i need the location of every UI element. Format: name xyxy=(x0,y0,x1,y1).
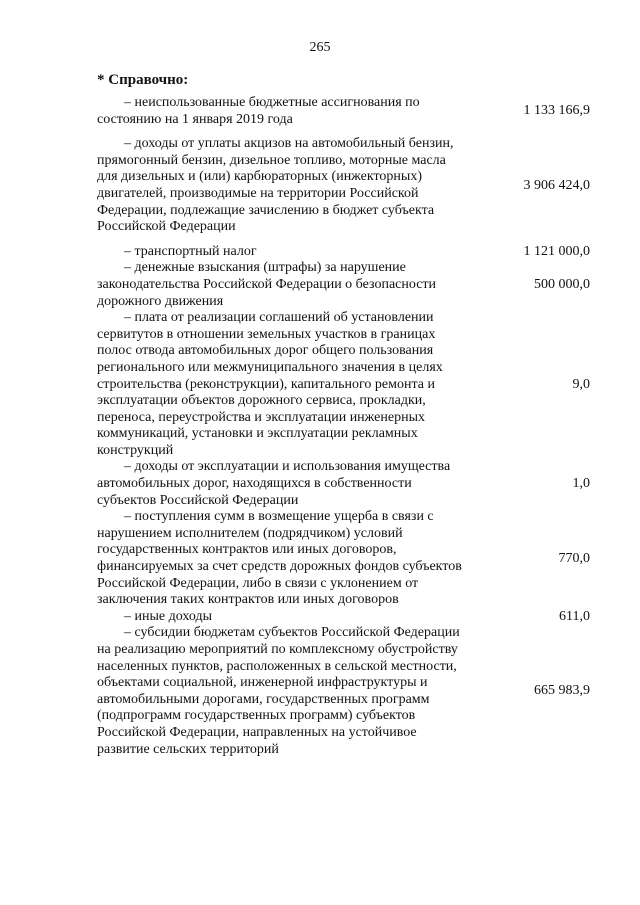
item-value: 665 983,9 xyxy=(534,683,590,699)
item-text: – плата от реализации соглашений об установлении сервитутов в отношении земельных участков в границах полос отвода автомобильных дорог общего пользования регионального или межмуниципального значения в целях строительства (реконструкции), капитального ремонта и эксплуатации объектов дорожного сервиса, прокладки, переноса, переустройства и эксплуатации инженерных коммуникаций, установки и эксплуатации рекламных конструкций xyxy=(97,310,443,458)
item-value: 1 121 000,0 xyxy=(523,243,590,259)
item-value: 770,0 xyxy=(558,550,590,566)
list-item xyxy=(97,310,590,459)
item-text: – неиспользованные бюджетные ассигнования по состоянию на 1 января 2019 года xyxy=(97,95,420,127)
list-item xyxy=(97,609,590,626)
item-text: – иные доходы xyxy=(124,608,212,624)
item-text: – транспортный налог xyxy=(124,243,257,259)
list-item xyxy=(97,260,590,310)
list-item xyxy=(97,95,590,128)
item-text: – поступления сумм в возмещение ущерба в связи с нарушением исполнителем (подрядчиком) условий государственных контрактов или иных договоров, финансируемых за счет средств дорожных фондов субъектов Российской Федерации, либо в связи с уклонением от заключения таких контрактов или иных договоров xyxy=(97,509,462,608)
item-text: – субсидии бюджетам субъектов Российской Федерации на реализацию мероприятий по комплексному обустройству населенных пунктов, расположенных в сельской местности, объектами социальной, инженерной инфраструктуры и автомобильными дорогами, государственных программ (подпрограмм государственных программ) субъектов Российской Федерации, направленных на устойчивое развитие сельских территорий xyxy=(97,625,460,757)
reference-list xyxy=(97,95,590,758)
item-text: – доходы от эксплуатации и использования имущества автомобильных дорог, находящихся в собственности субъектов Российской Федерации xyxy=(97,459,451,508)
item-value: 3 906 424,0 xyxy=(523,177,590,193)
item-text: – денежные взыскания (штрафы) за нарушение законодательства Российской Федерации о безопасности дорожного движения xyxy=(97,260,437,309)
page-number: 265 xyxy=(309,40,331,55)
list-item xyxy=(97,244,590,261)
item-text: – доходы от уплаты акцизов на автомобильный бензин, прямогонный бензин, дизельное топливо, моторные масла для дизельных и (или) карбюраторных (инжекторных) двигателей, производимые на территории Российской Федерации, подлежащие зачислению в бюджет субъекта Российской Федерации xyxy=(97,136,454,235)
list-item xyxy=(97,625,590,758)
list-item xyxy=(97,136,590,236)
list-item xyxy=(97,459,590,509)
section-heading: * Справочно: xyxy=(97,72,189,88)
list-item xyxy=(97,509,590,609)
item-value: 9,0 xyxy=(572,376,590,392)
item-value: 500 000,0 xyxy=(534,276,590,292)
item-value: 1 133 166,9 xyxy=(523,103,590,119)
item-value: 1,0 xyxy=(572,476,590,492)
item-value: 611,0 xyxy=(559,608,590,624)
